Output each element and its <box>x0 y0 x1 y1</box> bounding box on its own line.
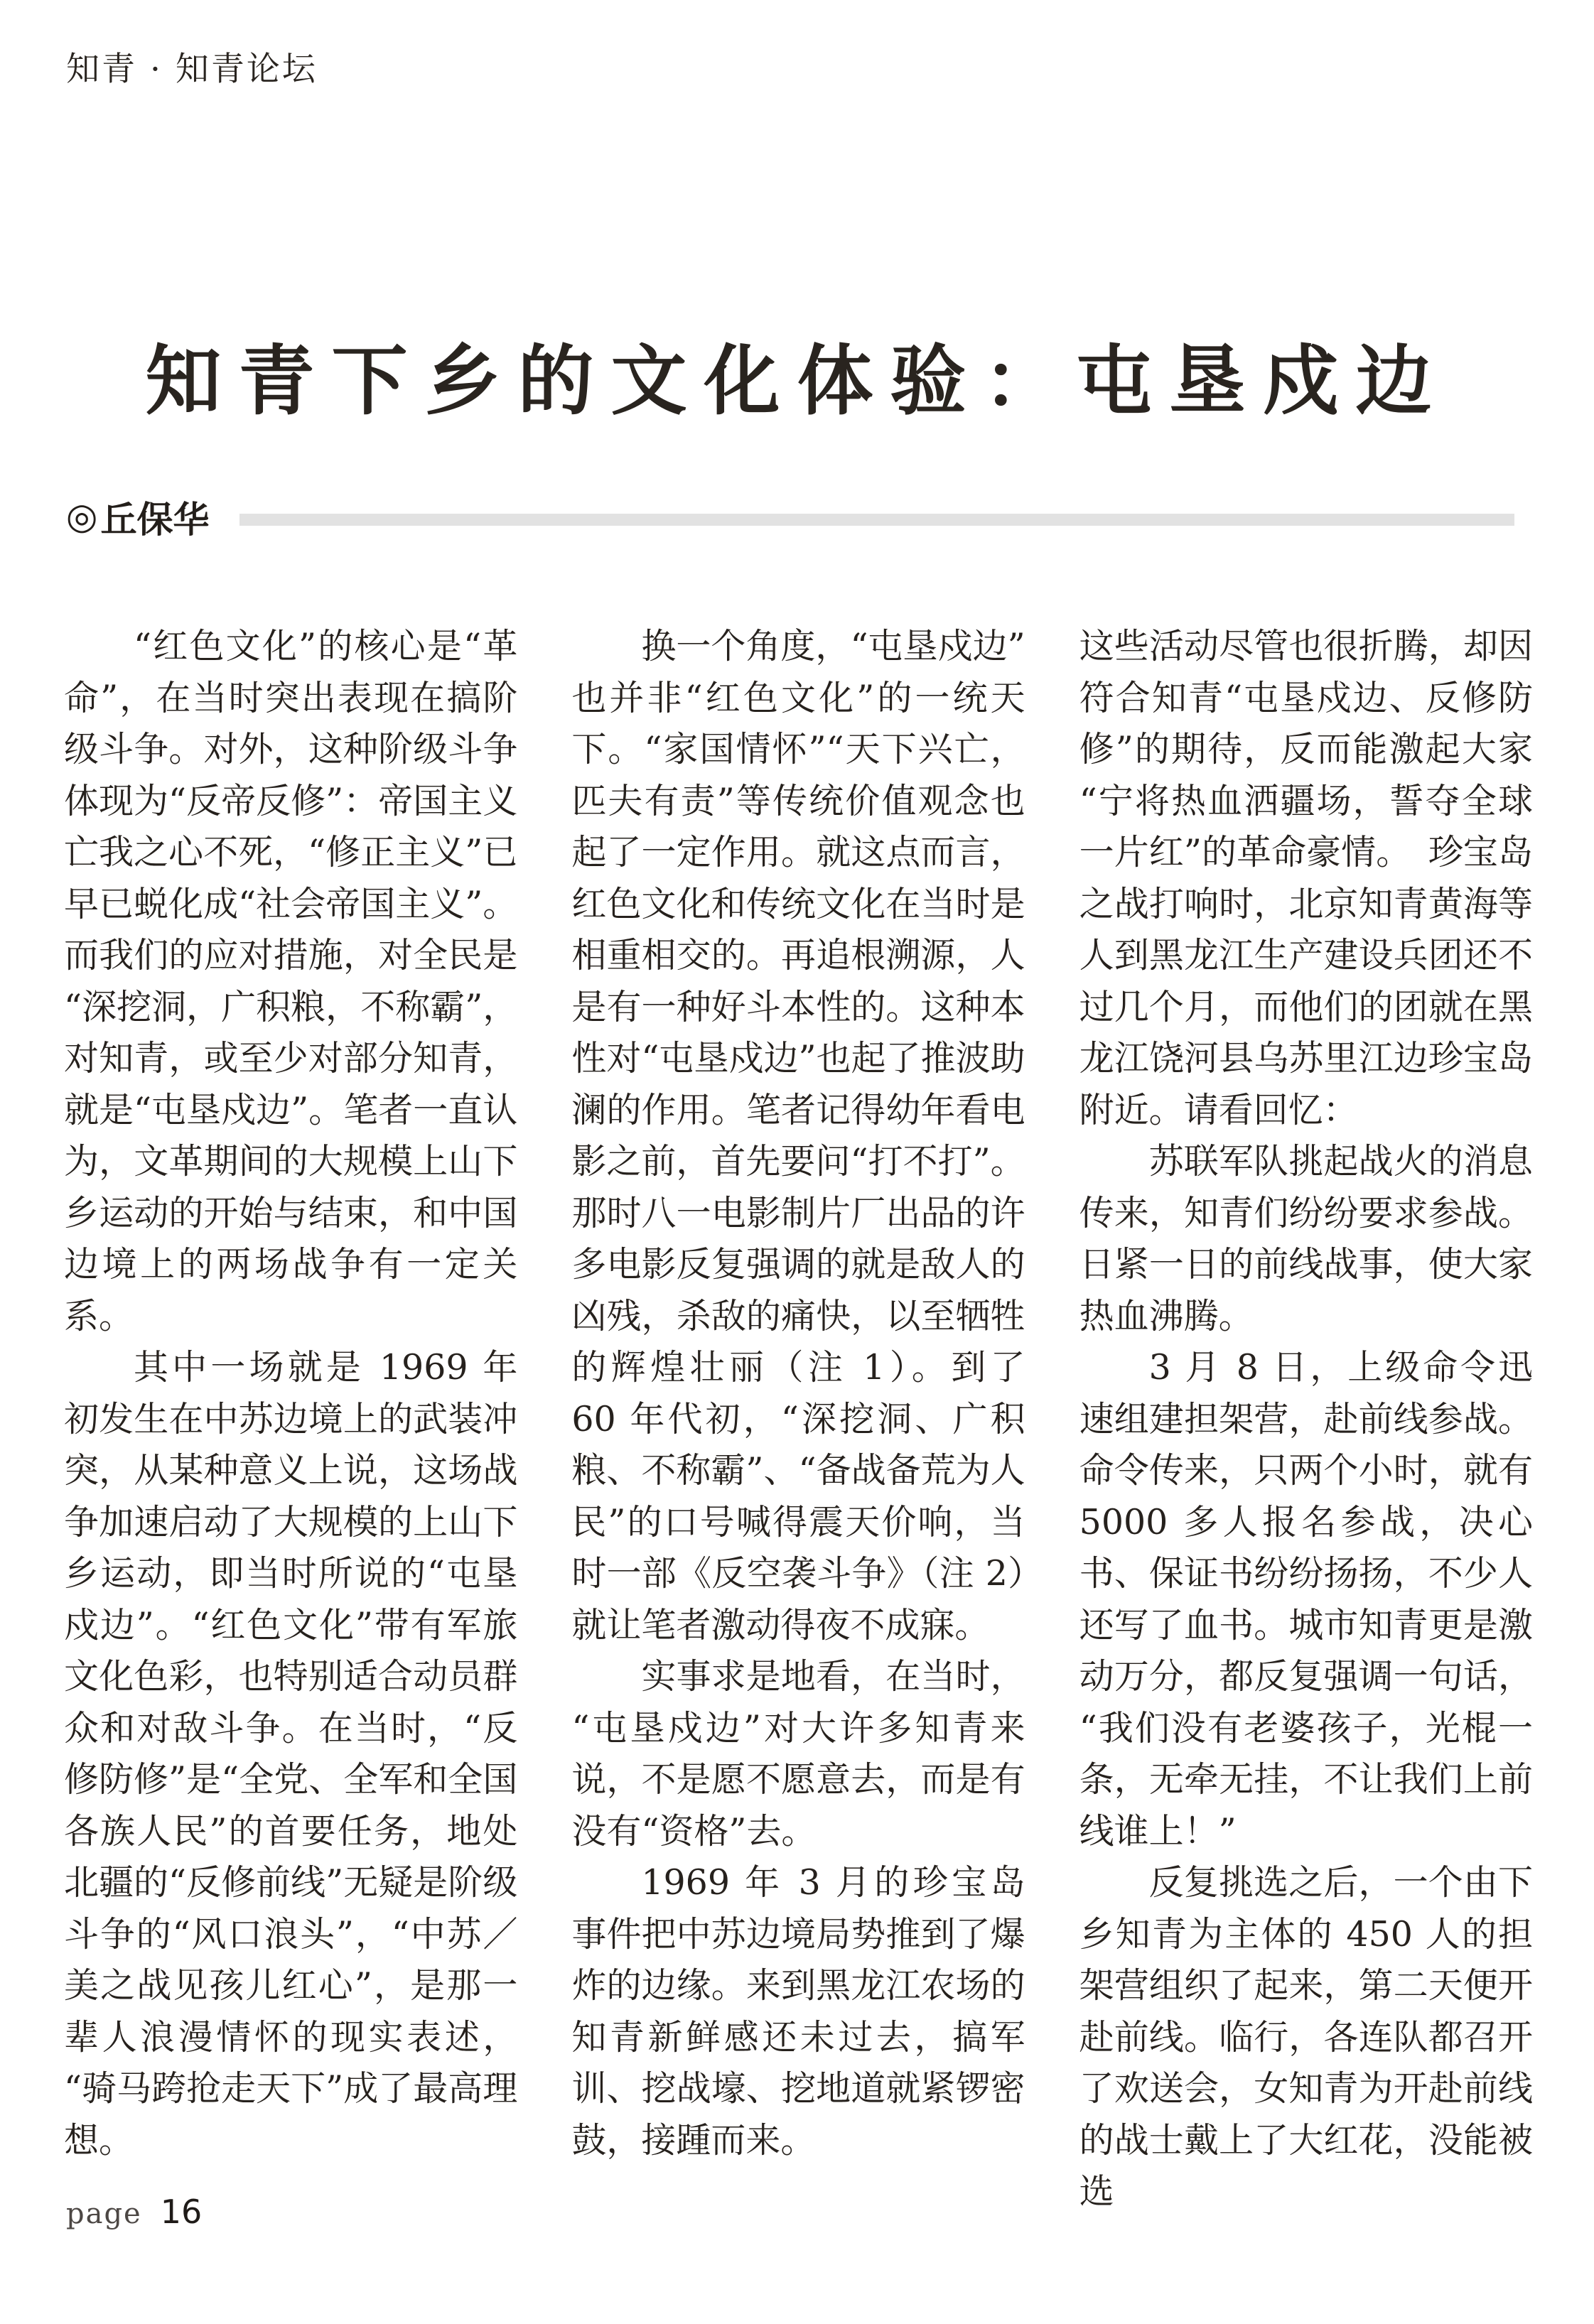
text-column-3 <box>1079 621 1533 2218</box>
article-body <box>64 621 1533 2218</box>
masthead-section-label: 知青 · 知青论坛 <box>66 50 318 89</box>
text-column-1 <box>64 621 517 2218</box>
paragraph: “红色文化”的核心是“革命”，在当时突出表现在搞阶级斗争。对外，这种阶级斗争体现为“反帝反修”：帝国主义亡我之心不死，“修正主义”已早已蜕化成“社会帝国主义”。而我们的应对措施，对全民是“深挖洞，广积粮，不称霸”，对知青，或至少对部分知青，就是“屯垦戍边”。笔者一直认为，文革期间的大规模上山下乡运动的开始与结束，和中国边境上的两场战争有一定关系。 <box>64 626 518 1336</box>
paragraph-continuation: 这些活动尽管也很折腾，却因符合知青“屯垦戍边、反修防修”的期待，反而能激起大家“宁将热血洒疆场，誓夺全球一片红”的革命豪情。 珍宝岛之战打响时，北京知青黄海等人到黑龙江生产建设兵团还不过几个月，而他们的团就在黑龙江饶河县乌苏里江边珍宝岛附近。请看回忆： <box>1079 626 1533 1130</box>
paragraph: 实事求是地看，在当时，“屯垦戍边”对大许多知青来说，不是愿不愿意去，而是有没有“资格”去。 <box>571 1656 1025 1852</box>
page-label: page <box>66 2198 142 2230</box>
paragraph: 苏联军队挑起战火的消息传来，知青们纷纷要求参战。日紧一日的前线战事，使大家热血沸腾。 <box>1079 1141 1533 1336</box>
page-number: 16 <box>160 2193 203 2231</box>
author-byline <box>66 490 210 543</box>
author-name: 丘保华 <box>100 499 210 541</box>
page-footer <box>66 2193 202 2231</box>
paragraph: 换一个角度，“屯垦戍边”也并非“红色文化”的一统天下。“家国情怀”“天下兴亡，匹夫有责”等传统价值观念也起了一定作用。就这点而言，红色文化和传统文化在当时是相重相交的。再追根溯源，人是有一种好斗本性的。这种本性对“屯垦戍边”也起了推波助澜的作用。笔者记得幼年看电影之前，首先要问“打不打”。那时八一电影制片厂出品的许多电影反复强调的就是敌人的凶残，杀敌的痛快，以至牺牲的辉煌壮丽（注 1）。到了 60 年代初，“深挖洞、广积粮、不称霸”、“备战备荒为人民”的口号喊得震天价响，当时一部《反空袭斗争》（注 2）就让笔者激动得夜不成寐。 <box>571 626 1025 1645</box>
author-marker-icon: ◎ <box>66 495 98 538</box>
text-column-2 <box>571 621 1025 2218</box>
divider-bar <box>239 514 1514 526</box>
paragraph: 1969 年 3 月的珍宝岛事件把中苏边境局势推到了爆炸的边缘。来到黑龙江农场的知青新鲜感还未过去，搞军训、挖战壕、挖地道就紧锣密鼓，接踵而来。 <box>571 1862 1025 2161</box>
byline-row <box>66 490 1514 543</box>
article-title: 知青下乡的文化体验：屯垦戍边 <box>145 336 1449 426</box>
paragraph: 反复挑选之后，一个由下乡知青为主体的 450 人的担架营组织了起来，第二天便开赴前线。临行，各连队都召开了欢送会，女知青为开赴前线的战士戴上了大红花，没能被选 <box>1079 1862 1533 2212</box>
paragraph: 其中一场就是 1969 年初发生在中苏边境上的武装冲突，从某种意义上说，这场战争加速启动了大规模的上山下乡运动，即当时所说的“屯垦戍边”。“红色文化”带有军旅文化色彩，也特别适合动员群众和对敌斗争。在当时，“反修防修”是“全党、全军和全国各族人民”的首要任务，地处北疆的“反修前线”无疑是阶级斗争的“风口浪头”，“中苏／美之战见孩儿红心”，是那一辈人浪漫情怀的现实表述，“骑马跨抢走天下”成了最高理想。 <box>64 1347 518 2161</box>
paragraph: 3 月 8 日，上级命令迅速组建担架营，赴前线参战。命令传来，只两个小时，就有 5000 多人报名参战，决心书、保证书纷纷扬扬，不少人还写了血书。城市知青更是激动万分，都反复强调一句话，“我们没有老婆孩子，光棍一条，无牵无挂，不让我们上前线谁上！” <box>1079 1347 1533 1852</box>
